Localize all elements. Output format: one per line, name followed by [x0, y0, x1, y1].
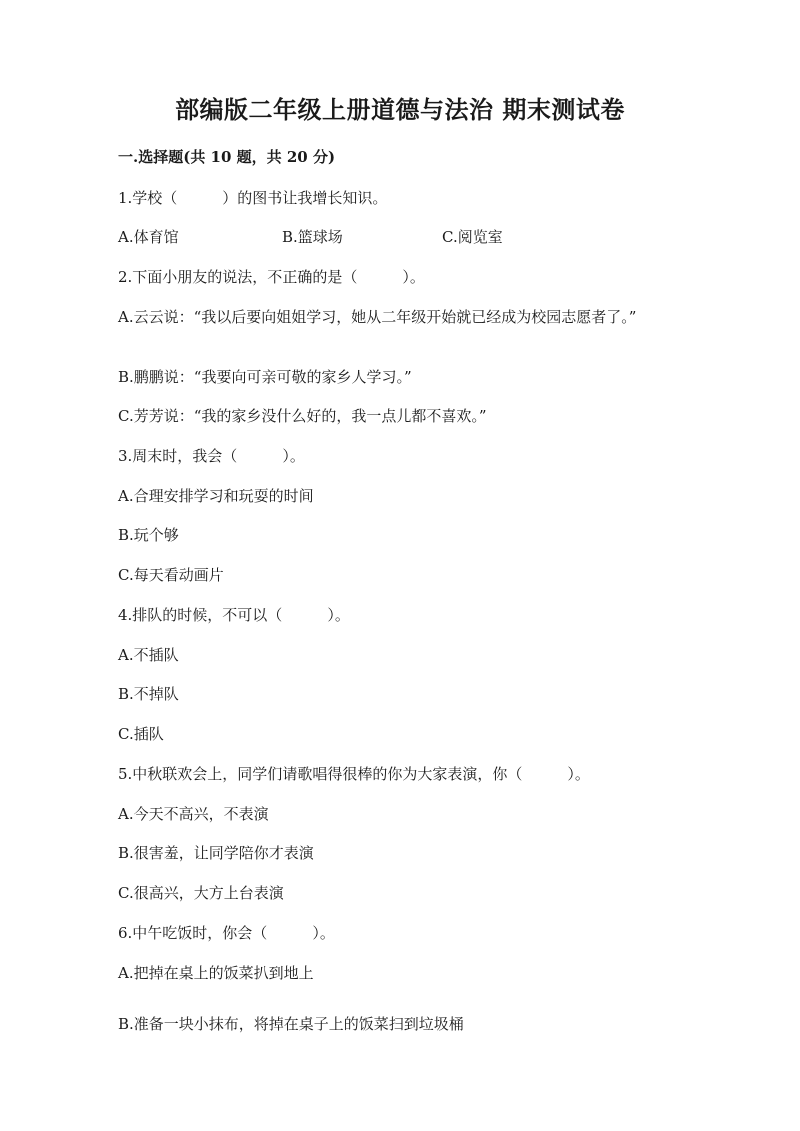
question-5-option-c: C.很高兴，大方上台表演 [118, 884, 284, 902]
question-5-option-b: B.很害羞，让同学陪你才表演 [118, 844, 314, 862]
question-4-option-c: C.插队 [118, 725, 164, 743]
question-3-stem: 3.周末时，我会（ ）。 [118, 447, 305, 465]
question-2-option-b: B.鹏鹏说：“我要向可亲可敬的家乡人学习。” [118, 368, 412, 386]
question-6-option-a: A.把掉在桌上的饭菜扒到地上 [118, 964, 314, 982]
question-1-option-b: B.篮球场 [282, 228, 343, 246]
question-4-stem: 4.排队的时候，不可以（ ）。 [118, 606, 350, 624]
page-title: 部编版二年级上册道德与法治 期末测试卷 [175, 95, 625, 124]
section-heading: 一.选择题(共 10 题，共 20 分) [118, 148, 336, 166]
question-3-option-a: A.合理安排学习和玩耍的时间 [118, 487, 314, 505]
question-5-option-a: A.今天不高兴，不表演 [118, 805, 269, 823]
question-2-option-c: C.芳芳说：“我的家乡没什么好的，我一点儿都不喜欢。” [118, 407, 487, 425]
question-6-stem: 6.中午吃饭时，你会（ ）。 [118, 924, 335, 942]
question-2-stem: 2.下面小朋友的说法，不正确的是（ ）。 [118, 268, 425, 286]
question-1-stem: 1.学校（ ）的图书让我增长知识。 [118, 189, 388, 207]
question-3-option-b: B.玩个够 [118, 526, 179, 544]
question-4-option-a: A.不插队 [118, 646, 179, 664]
question-1-option-a: A.体育馆 [118, 228, 179, 246]
question-2-option-a: A.云云说：“我以后要向姐姐学习，她从二年级开始就已经成为校园志愿者了。” [118, 308, 637, 326]
question-3-option-c: C.每天看动画片 [118, 566, 224, 584]
question-4-option-b: B.不掉队 [118, 685, 179, 703]
question-6-option-b: B.准备一块小抹布，将掉在桌子上的饭菜扫到垃圾桶 [118, 1015, 464, 1033]
question-5-stem: 5.中秋联欢会上，同学们请歌唱得很棒的你为大家表演，你（ ）。 [118, 765, 590, 783]
question-1-option-c: C.阅览室 [442, 228, 503, 246]
